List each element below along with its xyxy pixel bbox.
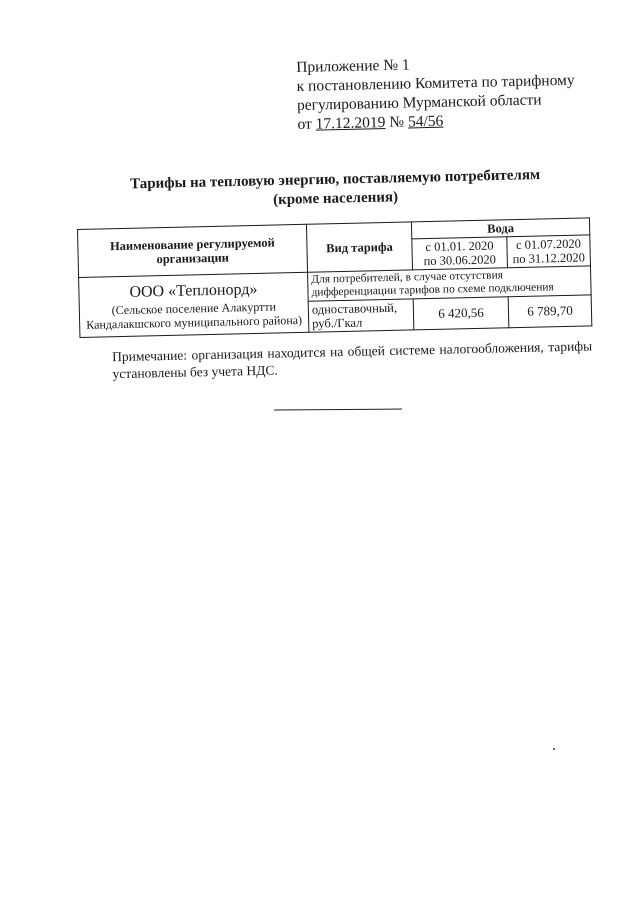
period-2-to: по 31.12.2020 — [512, 250, 586, 267]
organization-location: (Сельское поселение Алакуртти Кандалакшского муниципального района) — [86, 299, 303, 332]
tariff-value-period-1: 6 420,56 — [413, 297, 509, 330]
tariff-value-period-2: 6 789,70 — [508, 295, 592, 328]
header-tariff-kind: Вид тарифа — [306, 222, 412, 272]
title-line-1: Тарифы на тепловую энергию, поставляемую потребителям — [129, 167, 541, 193]
period-2 — [507, 235, 591, 268]
scan-speck — [553, 748, 555, 750]
header-organization: Наименование регулируемой организации — [78, 224, 308, 277]
appendix-line-2: к постановлению Комитета по тарифному — [296, 71, 575, 95]
organization-name: ООО «Теплонорд» — [129, 280, 258, 301]
resolution-date: 17.12.2019 — [315, 113, 386, 133]
consumer-condition: Для потребителей, в случае отсутствия дифференциации тарифов по схеме подключения — [308, 266, 592, 301]
resolution-number: 54/56 — [407, 112, 444, 131]
tariff-kind-cell: одноставочный, руб./Гкал — [308, 299, 414, 332]
organization-cell — [79, 272, 309, 337]
period-1-to: по 30.06.2020 — [423, 252, 497, 269]
title-line-2: (кроме населения) — [272, 189, 399, 209]
number-prefix: № — [385, 113, 409, 131]
appendix-header — [296, 51, 598, 134]
note-paragraph — [80, 337, 593, 383]
note-text: Примечание: организация находится на общей системе налогообложения, тарифы установлены без учета НДС. — [112, 338, 593, 382]
header-resource: Вода — [411, 218, 589, 239]
tariff-table — [77, 217, 592, 338]
appendix-line-1: Приложение № 1 — [296, 56, 410, 76]
period-2-from: с 01.07.2020 — [515, 236, 582, 253]
date-prefix: от — [297, 115, 316, 133]
appendix-line-3: регулированию Мурманской области — [296, 91, 542, 114]
period-1-from: с 01.01. 2020 — [425, 238, 494, 255]
end-rule — [274, 409, 402, 411]
document-title — [100, 165, 571, 214]
tariff-table-wrapper — [77, 217, 592, 338]
period-1 — [412, 237, 508, 270]
